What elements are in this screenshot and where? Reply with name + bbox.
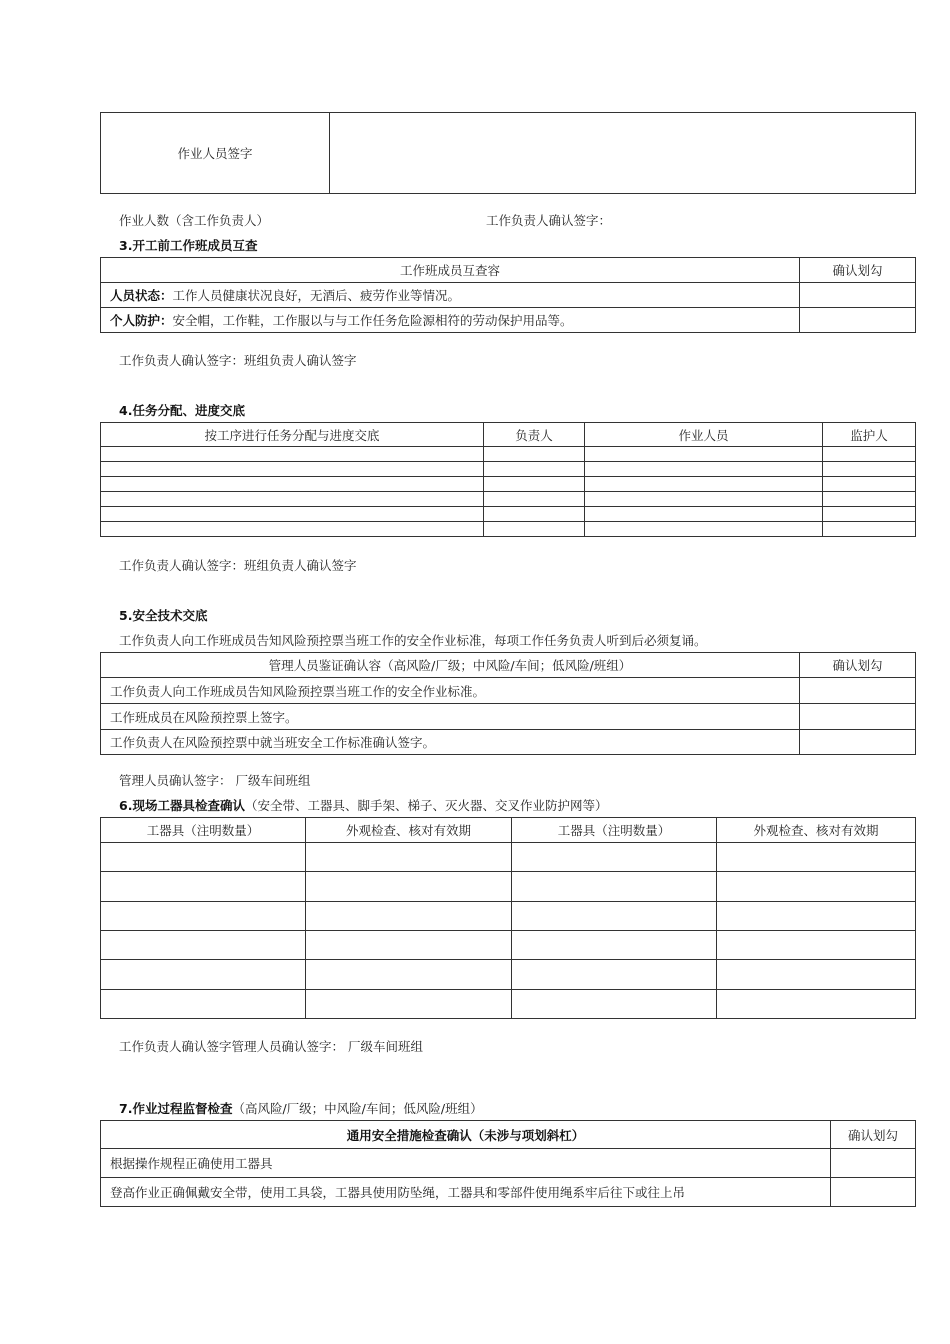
personal-protection-row: 个人防护：安全帽，工作鞋，工作服以与与工作任务危险源相符的劳动保护用品等。 (101, 308, 800, 333)
section-6-title-line (119, 796, 607, 814)
safety-measure-row: 登高作业正确佩戴安全带，使用工具袋，工器具使用防坠绳，工器具和零部件使用绳系牢后往下或往上吊 (101, 1178, 831, 1207)
confirm-checkbox[interactable] (831, 1178, 916, 1207)
inspection-header: 外观检查、核对有效期 (717, 818, 916, 843)
table-row (101, 931, 916, 960)
confirm-checkbox[interactable] (800, 730, 916, 755)
confirm-header: 确认划勾 (800, 653, 916, 678)
task-assignment-table (100, 422, 916, 537)
briefing-row: 工作负责人向工作班成员告知风险预控票当班工作的安全作业标准。 (101, 678, 800, 704)
owner-header: 负责人 (484, 423, 585, 447)
section-7-title-line (119, 1099, 483, 1117)
table-row (101, 872, 916, 902)
tool-header: 工器具（注明数量） (101, 818, 306, 843)
guardian-header: 监护人 (823, 423, 916, 447)
briefing-row: 工作班成员在风险预控票上签字。 (101, 704, 800, 730)
general-safety-header: 通用安全措施检查确认（未涉与项划斜杠） (101, 1121, 831, 1149)
section-6-title: 6.现场工器具检查确认 (119, 798, 245, 813)
leader-confirm-label: 工作负责人确认签字： (486, 213, 612, 228)
table-row (101, 990, 916, 1019)
confirm-checkbox[interactable] (800, 704, 916, 730)
supervision-check-table (100, 1120, 916, 1207)
confirm-checkbox[interactable] (800, 678, 916, 704)
section-5-title: 5.安全技术交底 (119, 608, 208, 623)
tool-check-table (100, 817, 916, 1019)
signature-table (100, 112, 916, 194)
worker-count-label: 作业人数（含工作负责人） (119, 213, 270, 228)
section-3-title: 3.开工前工作班成员互查 (119, 238, 258, 253)
section-4-title: 4.任务分配、进度交底 (119, 403, 245, 418)
section-5-signature: 管理人员确认签字： 厂级车间班组 (119, 773, 311, 788)
safety-briefing-table (100, 652, 916, 755)
section-6-signature: 工作负责人确认签字管理人员确认签字： 厂级车间班组 (119, 1039, 423, 1054)
mutual-check-header: 工作班成员互查容 (101, 258, 800, 283)
table-row (101, 960, 916, 990)
worker-signature-label: 作业人员签字 (101, 113, 330, 194)
section-6-note: （安全带、工器具、脚手架、梯子、灭火器、交叉作业防护网等） (244, 798, 608, 813)
confirm-header: 确认划勾 (831, 1121, 916, 1149)
confirm-checkbox[interactable] (800, 308, 916, 333)
briefing-row: 工作负责人在风险预控票中就当班安全工作标准确认签字。 (101, 730, 800, 755)
confirm-checkbox[interactable] (831, 1149, 916, 1178)
inspection-header: 外观检查、核对有效期 (306, 818, 512, 843)
task-header: 按工序进行任务分配与进度交底 (101, 423, 484, 447)
safety-measure-row: 根据操作规程正确使用工器具 (101, 1149, 831, 1178)
table-row (101, 462, 916, 477)
table-row (101, 522, 916, 537)
tool-header: 工器具（注明数量） (512, 818, 717, 843)
table-row (101, 477, 916, 492)
confirm-header: 确认划勾 (800, 258, 916, 283)
section-4-signature: 工作负责人确认签字：班组负责人确认签字 (119, 558, 357, 573)
section-5-intro: 工作负责人向工作班成员告知风险预控票当班工作的安全作业标准，每项工作任务负责人听到后必须复诵。 (119, 633, 707, 648)
mutual-check-table (100, 257, 916, 333)
section-3-signature: 工作负责人确认签字：班组负责人确认签字 (119, 353, 357, 368)
worker-signature-field[interactable] (330, 113, 916, 194)
workers-header: 作业人员 (585, 423, 823, 447)
section-7-title: 7.作业过程监督检查 (119, 1101, 233, 1116)
management-confirm-header: 管理人员鉴证确认容（高风险/厂级；中风险/车间；低风险/班组） (101, 653, 800, 678)
section-7-note: （高风险/厂级；中风险/车间；低风险/班组） (232, 1101, 483, 1116)
table-row (101, 507, 916, 522)
table-row (101, 492, 916, 507)
table-row (101, 843, 916, 872)
confirm-checkbox[interactable] (800, 283, 916, 308)
table-row (101, 447, 916, 462)
personnel-status-row: 人员状态：工作人员健康状况良好，无酒后、疲劳作业等情况。 (101, 283, 800, 308)
table-row (101, 902, 916, 931)
